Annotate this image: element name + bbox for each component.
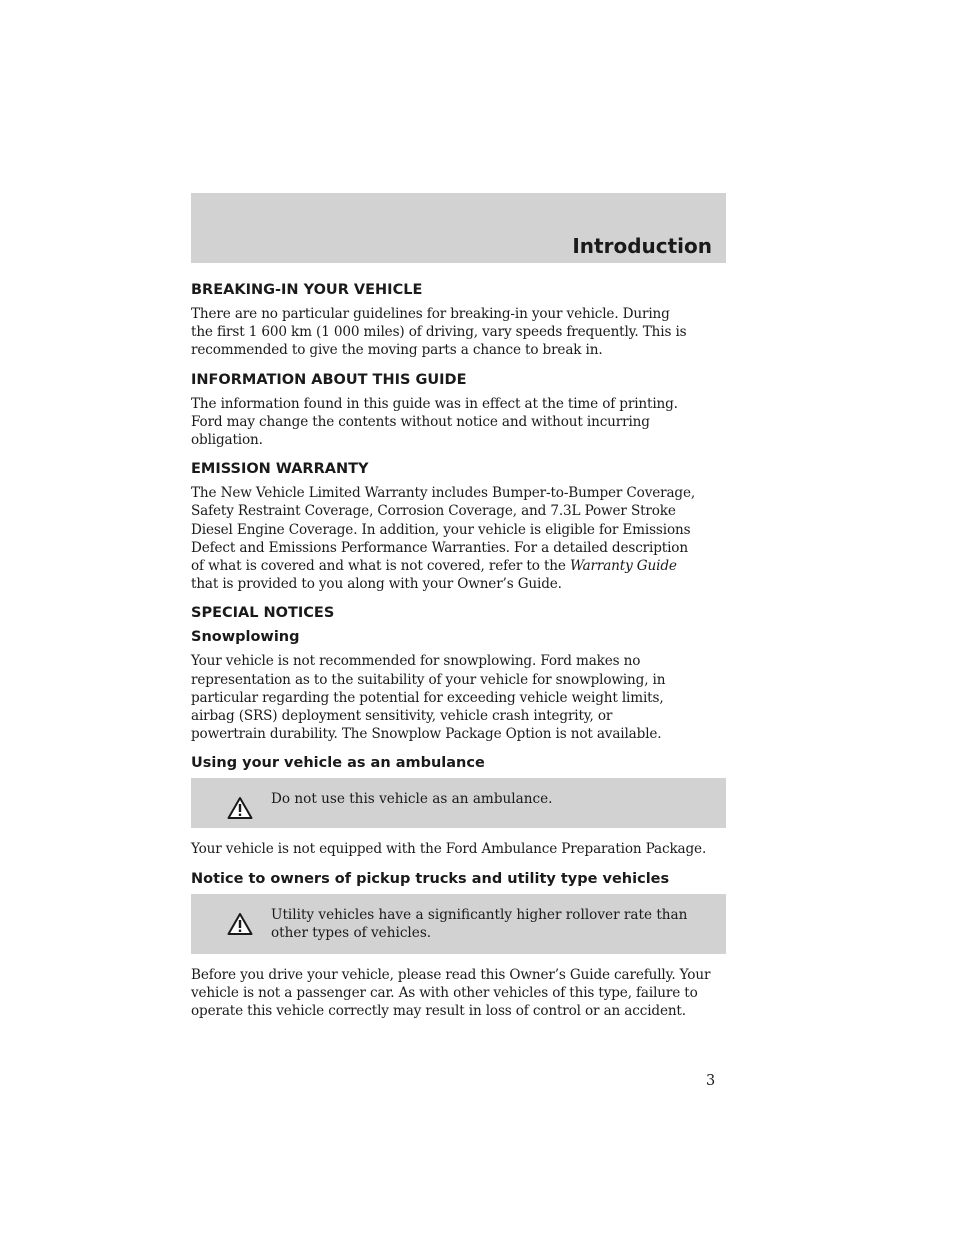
text-line: powertrain durability. The Snowplow Package Option is not available. — [191, 726, 662, 743]
text-line: Safety Restraint Coverage, Corrosion Coverage, and 7.3L Power Stroke — [191, 503, 676, 520]
text-line: Before you drive your vehicle, please read this Owner’s Guide carefully. Your — [191, 967, 711, 984]
ambulance-paragraph — [191, 840, 726, 858]
text-line: vehicle is not a passenger car. As with other vehicles of this type, failure to — [191, 985, 698, 1002]
text-line: Your vehicle is not equipped with the Ford Ambulance Preparation Package. — [191, 841, 707, 858]
section-heading-guide-info: INFORMATION ABOUT THIS GUIDE — [191, 371, 467, 388]
warning-text — [271, 790, 716, 808]
text-line: that is provided to you along with your Owner’s Guide. — [191, 576, 562, 593]
text-line: The New Vehicle Limited Warranty includes Bumper-to-Bumper Coverage, — [191, 485, 696, 502]
text-line: There are no particular guidelines for breaking-in your vehicle. During — [191, 306, 670, 322]
warning-triangle-icon — [227, 912, 253, 936]
text-line: Do not use this vehicle as an ambulance. — [271, 791, 553, 808]
text-line: Defect and Emissions Performance Warranties. For a detailed description — [191, 539, 688, 556]
page-content — [191, 281, 726, 1032]
subheading-pickup-notice: Notice to owners of pickup trucks and utility type vehicles — [191, 870, 670, 887]
chapter-title: Introduction — [572, 234, 712, 258]
warranty-guide-reference: Warranty Guide — [569, 558, 677, 575]
text-line: Your vehicle is not recommended for snowplowing. Ford makes no — [191, 653, 641, 670]
text-line: The information found in this guide was in effect at the time of printing. — [191, 395, 678, 412]
warning-text — [271, 906, 716, 942]
text-line: other types of vehicles. — [271, 924, 432, 941]
text-line: Ford may change the contents without notice and without incurring — [191, 413, 650, 430]
subheading-ambulance: Using your vehicle as an ambulance — [191, 755, 485, 772]
text-line: operate this vehicle correctly may result in loss of control or an accident. — [191, 1003, 686, 1020]
text-line: Utility vehicles have a significantly higher rollover rate than — [271, 906, 688, 923]
text-segment: of what is covered and what is not covered, refer to the — [191, 558, 570, 575]
warning-triangle-icon — [227, 796, 253, 820]
warning-box-rollover — [191, 894, 726, 954]
subheading-snowplowing: Snowplowing — [191, 629, 300, 646]
pickup-paragraph — [191, 966, 726, 1021]
snowplowing-paragraph — [191, 652, 726, 743]
warning-box-ambulance — [191, 778, 726, 828]
guide-info-paragraph — [191, 395, 726, 450]
section-heading-breaking-in: BREAKING-IN YOUR VEHICLE — [191, 282, 423, 298]
section-heading-emission: EMISSION WARRANTY — [191, 461, 369, 478]
text-line: airbag (SRS) deployment sensitivity, vehicle crash integrity, or — [191, 708, 613, 725]
page-number: 3 — [706, 1073, 716, 1089]
section-heading-special-notices: SPECIAL NOTICES — [191, 605, 335, 622]
text-line: representation as to the suitability of your vehicle for snowplowing, in — [191, 671, 666, 688]
header-band — [191, 193, 726, 263]
text-line — [191, 557, 726, 575]
text-line: obligation. — [191, 432, 263, 449]
text-line: particular regarding the potential for exceeding vehicle weight limits, — [191, 689, 664, 706]
breaking-in-paragraph — [191, 305, 726, 360]
text-line: Diesel Engine Coverage. In addition, your vehicle is eligible for Emissions — [191, 521, 691, 538]
text-line: the first 1 600 km (1 000 miles) of driving, vary speeds frequently. This is — [191, 324, 687, 341]
text-line: recommended to give the moving parts a chance to break in. — [191, 342, 603, 359]
emission-paragraph — [191, 484, 726, 593]
